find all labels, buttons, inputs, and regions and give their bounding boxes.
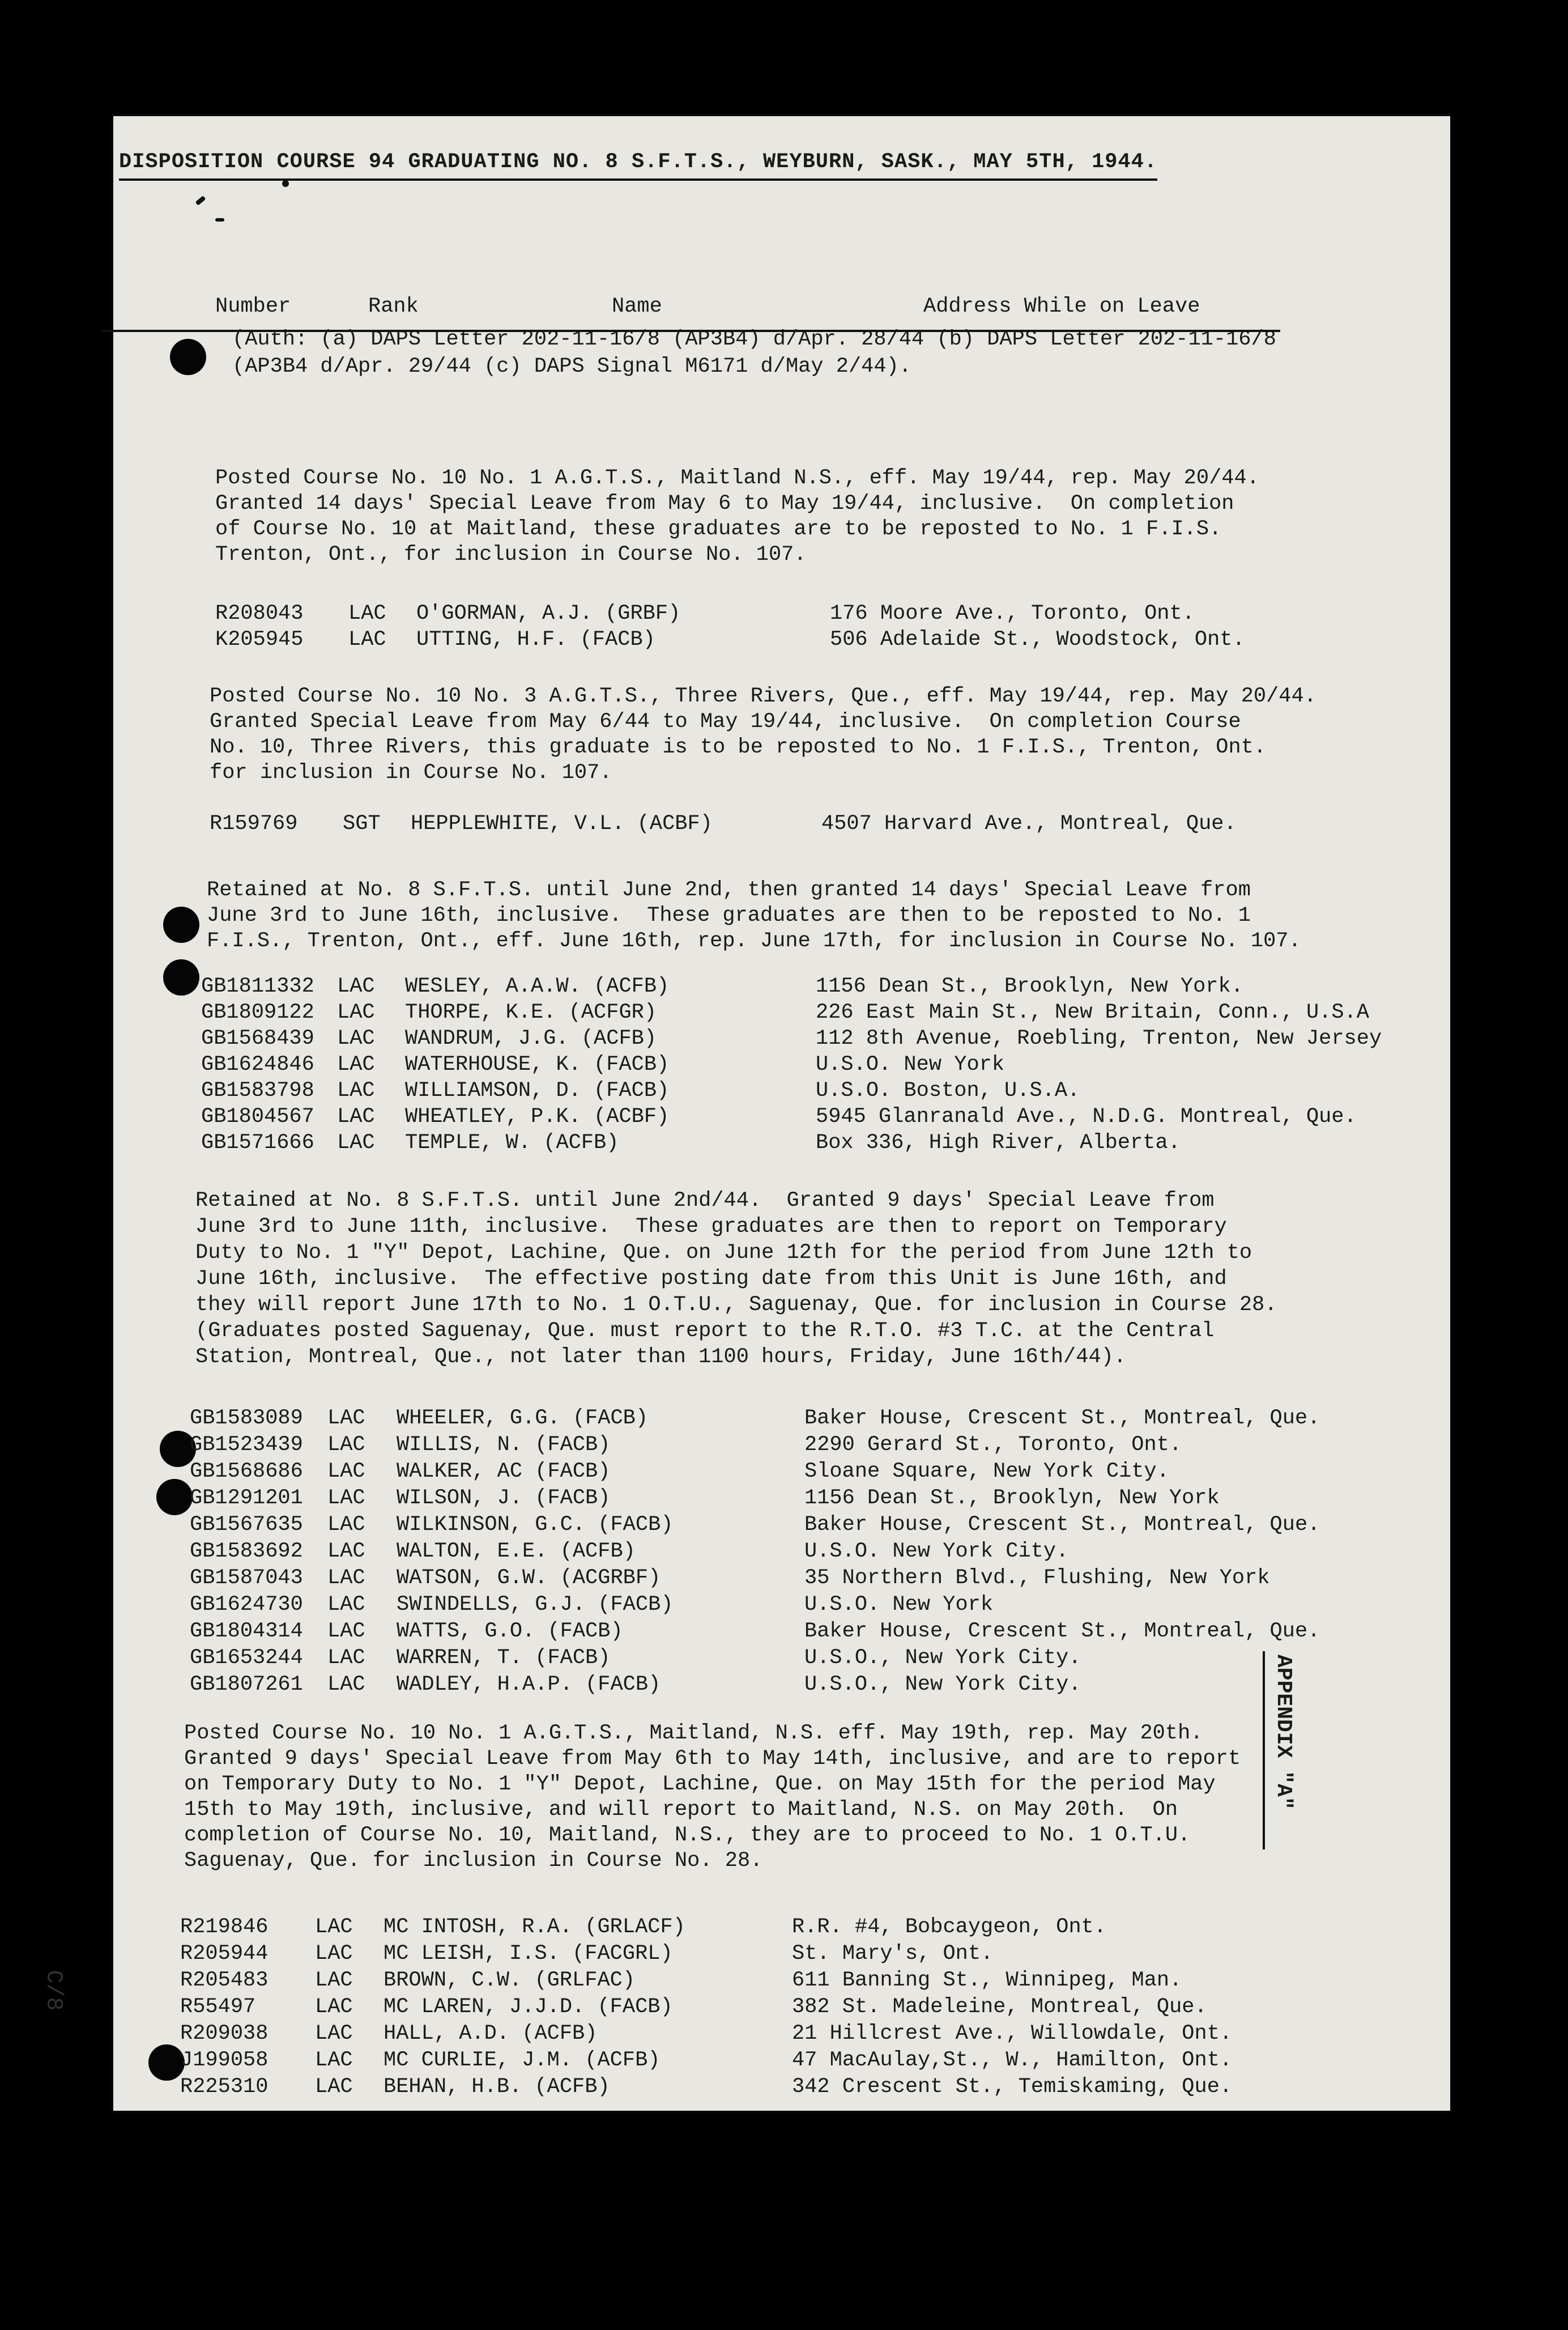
cell-rank: LAC [315,1915,353,1939]
column-header-address: Address While on Leave [923,295,1200,318]
paragraph-line: completion of Course No. 10, Maitland, N.S., they are to proceed to No. 1 O.T.U. [184,1823,1191,1847]
cell-number: R205483 [180,1968,269,1992]
cell-address: U.S.O., New York City. [804,1646,1081,1670]
paragraph-line: Granted 9 days' Special Leave from May 6th to May 14th, inclusive, and are to report [184,1747,1241,1771]
cell-number: GB1809122 [201,1001,314,1024]
cell-name: WATSON, G.W. (ACGRBF) [397,1566,661,1590]
cell-number: GB1583798 [201,1079,314,1103]
cell-name: WATERHOUSE, K. (FACB) [405,1053,670,1077]
authority-line: (AP3B4 d/Apr. 29/44 (c) DAPS Signal M6171 d/May 2/44). [232,355,911,379]
cell-address: U.S.O. New York [816,1053,1005,1077]
cell-name: BEHAN, H.B. (ACFB) [384,2075,610,2099]
cell-address: 35 Northern Blvd., Flushing, New York [804,1566,1270,1590]
personnel-row [0,1593,1529,1620]
paragraph-line: F.I.S., Trenton, Ont., eff. June 16th, rep. June 17th, for inclusion in Course No. 107. [207,929,1301,953]
cell-name: MC LEISH, I.S. (FACGRL) [384,1942,673,1966]
paragraph-line: No. 10, Three Rivers, this graduate is to be reposted to No. 1 F.I.S., Trenton, Ont. [210,735,1267,759]
cell-rank: LAC [337,1131,375,1155]
cell-rank: LAC [315,1942,353,1966]
cell-name: WILLIAMSON, D. (FACB) [405,1079,670,1103]
document-title: DISPOSITION COURSE 94 GRADUATING NO. 8 S.F.T.S., WEYBURN, SASK., MAY 5TH, 1944. [119,150,1157,181]
cell-number: GB1624730 [190,1593,303,1617]
cell-rank: SGT [343,812,381,836]
cell-address: 5945 Glanranald Ave., N.D.G. Montreal, Que. [816,1105,1357,1129]
paragraph-line: Retained at No. 8 S.F.T.S. until June 2nd/44. Granted 9 days' Special Leave from [195,1189,1215,1213]
cell-rank: LAC [348,628,386,652]
cell-rank: LAC [348,602,386,626]
cell-number: J199058 [180,2048,269,2072]
personnel-row [0,1079,1529,1106]
personnel-row [0,1968,1529,1996]
cell-rank: LAC [327,1593,365,1617]
cell-number: R55497 [180,1995,256,2019]
cell-number: R208043 [215,602,304,626]
cell-rank: LAC [327,1646,365,1670]
paragraph-line: for inclusion in Course No. 107. [210,761,612,785]
cell-address: 21 Hillcrest Ave., Willowdale, Ont. [792,2022,1233,2046]
paragraph-line: they will report June 17th to No. 1 O.T.U., Saguenay, Que. for inclusion in Course 28. [195,1293,1277,1317]
punch-hole [163,907,199,943]
cell-name: WARREN, T. (FACB) [397,1646,611,1670]
cell-address: 506 Adelaide St., Woodstock, Ont. [830,628,1245,652]
paragraph-line: Posted Course No. 10 No. 1 A.G.T.S., Maitland, N.S. eff. May 19th, rep. May 20th. [184,1721,1203,1745]
cell-address: 112 8th Avenue, Roebling, Trenton, New Jersey [816,1027,1382,1051]
cell-rank: LAC [337,1053,375,1077]
cell-number: GB1583692 [190,1540,303,1563]
punch-hole [170,339,206,375]
cell-address: U.S.O. New York [804,1593,994,1617]
cell-name: WILSON, J. (FACB) [397,1486,611,1510]
cell-name: MC INTOSH, R.A. (GRLACF) [384,1915,685,1939]
personnel-row [0,1053,1529,1080]
column-header-number: Number [215,295,291,318]
personnel-row [0,2075,1529,2102]
cell-address: 382 St. Madeleine, Montreal, Que. [792,1995,1207,2019]
cell-address: 226 East Main St., New Britain, Conn., U.S.A [816,1001,1369,1024]
cell-address: 176 Moore Ave., Toronto, Ont. [830,602,1195,626]
cell-address: 2290 Gerard St., Toronto, Ont. [804,1433,1182,1457]
cell-rank: LAC [337,975,375,998]
cell-address: 4507 Harvard Ave., Montreal, Que. [821,812,1237,836]
column-header-row [102,295,1280,332]
paragraph-line: (Graduates posted Saguenay, Que. must report to the R.T.O. #3 T.C. at the Central [195,1319,1215,1343]
cell-number: GB1583089 [190,1406,303,1430]
cell-name: O'GORMAN, A.J. (GRBF) [416,602,681,626]
paragraph-line: June 3rd to June 16th, inclusive. These graduates are then to be reposted to No. 1 [207,904,1251,928]
cell-rank: LAC [337,1001,375,1024]
cell-rank: LAC [327,1433,365,1457]
cell-number: R209038 [180,2022,269,2046]
cell-name: WHEATLEY, P.K. (ACBF) [405,1105,670,1129]
personnel-row [0,812,1529,839]
paragraph-line: 15th to May 19th, inclusive, and will report to Maitland, N.S. on May 20th. On [184,1798,1178,1822]
cell-rank: LAC [337,1105,375,1129]
cell-number: GB1804314 [190,1619,303,1643]
personnel-row [0,1540,1529,1567]
cell-number: GB1523439 [190,1433,303,1457]
personnel-row [0,1513,1529,1540]
cell-rank: LAC [337,1027,375,1051]
appendix-rule [1263,1651,1265,1849]
personnel-row [0,1460,1529,1487]
cell-rank: LAC [327,1619,365,1643]
cell-name: WILKINSON, G.C. (FACB) [397,1513,674,1537]
cell-name: THORPE, K.E. (ACFGR) [405,1001,657,1024]
cell-rank: LAC [327,1673,365,1697]
personnel-row [0,1486,1529,1513]
personnel-row [0,1027,1529,1054]
cell-address: Baker House, Crescent St., Montreal, Que. [804,1406,1320,1430]
cell-name: WATTS, G.O. (FACB) [397,1619,623,1643]
cell-name: WESLEY, A.A.W. (ACFB) [405,975,670,998]
cell-number: GB1807261 [190,1673,303,1697]
personnel-row [0,1433,1529,1460]
cell-rank: LAC [327,1406,365,1430]
personnel-row [0,1105,1529,1132]
cell-number: GB1568439 [201,1027,314,1051]
cell-number: K205945 [215,628,304,652]
cell-address: 47 MacAulay,St., W., Hamilton, Ont. [792,2048,1233,2072]
cell-name: WALKER, AC (FACB) [397,1460,611,1483]
personnel-row [0,1619,1529,1647]
cell-number: GB1571666 [201,1131,314,1155]
cell-number: GB1653244 [190,1646,303,1670]
personnel-row [0,1131,1529,1158]
cell-rank: LAC [315,2048,353,2072]
personnel-row [0,1406,1529,1434]
paragraph-line: Station, Montreal, Que., not later than 1100 hours, Friday, June 16th/44). [195,1345,1127,1369]
cell-address: St. Mary's, Ont. [792,1942,994,1966]
paragraph-line: Granted 14 days' Special Leave from May 6 to May 19/44, inclusive. On completion [215,492,1234,516]
margin-initials: C/8 [40,1970,66,2011]
cell-name: WALTON, E.E. (ACFB) [397,1540,636,1563]
authority-line: (Auth: (a) DAPS Letter 202-11-16/8 (AP3B4) d/Apr. 28/44 (b) DAPS Letter 202-11-16/8 [232,328,1276,351]
cell-name: HALL, A.D. (ACFB) [384,2022,598,2046]
ink-speck [282,180,289,187]
cell-address: Box 336, High River, Alberta. [816,1131,1181,1155]
cell-address: 1156 Dean St., Brooklyn, New York. [816,975,1243,998]
paragraph-line: Duty to No. 1 "Y" Depot, Lachine, Que. on June 12th for the period from June 12th to [195,1241,1252,1265]
cell-number: GB1811332 [201,975,314,998]
cell-number: R219846 [180,1915,269,1939]
paragraph-line: Posted Course No. 10 No. 1 A.G.T.S., Maitland N.S., eff. May 19/44, rep. May 20/44. [215,466,1259,490]
cell-number: GB1587043 [190,1566,303,1590]
cell-address: 611 Banning St., Winnipeg, Man. [792,1968,1182,1992]
paragraph-line: Retained at No. 8 S.F.T.S. until June 2nd, then granted 14 days' Special Leave from [207,878,1251,902]
paragraph-line: Granted Special Leave from May 6/44 to May 19/44, inclusive. On completion Course [210,710,1241,734]
cell-number: GB1568686 [190,1460,303,1483]
cell-rank: LAC [315,2075,353,2099]
appendix-label: APPENDIX "A" [1271,1655,1296,1810]
cell-address: R.R. #4, Bobcaygeon, Ont. [792,1915,1107,1939]
cell-name: UTTING, H.F. (FACB) [416,628,655,652]
ink-speck [215,218,224,222]
cell-address: Sloane Square, New York City. [804,1460,1169,1483]
cell-rank: LAC [327,1540,365,1563]
cell-name: MC LAREN, J.J.D. (FACB) [384,1995,673,2019]
cell-number: GB1567635 [190,1513,303,1537]
cell-address: Baker House, Crescent St., Montreal, Que. [804,1513,1320,1537]
personnel-row [0,2048,1529,2076]
appendix-side-label [1260,1655,1302,1847]
cell-name: TEMPLE, W. (ACFB) [405,1131,619,1155]
cell-number: GB1804567 [201,1105,314,1129]
cell-address: 1156 Dean St., Brooklyn, New York [804,1486,1220,1510]
cell-number: GB1624846 [201,1053,314,1077]
cell-address: Baker House, Crescent St., Montreal, Que. [804,1619,1320,1643]
cell-rank: LAC [315,1968,353,1992]
cell-address: U.S.O. Boston, U.S.A. [816,1079,1080,1103]
cell-rank: LAC [315,1995,353,2019]
cell-name: WADLEY, H.A.P. (FACB) [397,1673,661,1697]
cell-rank: LAC [327,1460,365,1483]
column-header-rank: Rank [368,295,419,318]
cell-address: 342 Crescent St., Temiskaming, Que. [792,2075,1233,2099]
cell-rank: LAC [337,1079,375,1103]
paragraph-line: Posted Course No. 10 No. 3 A.G.T.S., Three Rivers, Que., eff. May 19/44, rep. May 20/44. [210,684,1316,708]
personnel-row [0,2022,1529,2049]
personnel-row [0,628,1529,655]
personnel-row [0,1915,1529,1942]
cell-address: U.S.O., New York City. [804,1673,1081,1697]
cell-name: WANDRUM, J.G. (ACFB) [405,1027,657,1051]
personnel-row [0,975,1529,1002]
cell-name: HEPPLEWHITE, V.L. (ACBF) [411,812,713,836]
personnel-row [0,1566,1529,1593]
personnel-row [0,1001,1529,1028]
personnel-row [0,1995,1529,2022]
paragraph-line: June 16th, inclusive. The effective posting date from this Unit is June 16th, and [195,1267,1227,1291]
personnel-row [0,602,1529,629]
column-header-name: Name [612,295,662,318]
personnel-row [0,1942,1529,1969]
cell-rank: LAC [327,1513,365,1537]
cell-address: U.S.O. New York City. [804,1540,1069,1563]
cell-number: GB1291201 [190,1486,303,1510]
cell-rank: LAC [315,2022,353,2046]
paragraph-line: June 3rd to June 11th, inclusive. These graduates are then to report on Temporary [195,1215,1227,1239]
cell-number: R159769 [210,812,298,836]
cell-name: WILLIS, N. (FACB) [397,1433,611,1457]
cell-rank: LAC [327,1566,365,1590]
cell-rank: LAC [327,1486,365,1510]
cell-number: R205944 [180,1942,269,1966]
paragraph-line: Saguenay, Que. for inclusion in Course No. 28. [184,1849,763,1873]
cell-name: BROWN, C.W. (GRLFAC) [384,1968,636,1992]
paragraph-line: on Temporary Duty to No. 1 "Y" Depot, Lachine, Que. on May 15th for the period May [184,1772,1216,1796]
cell-number: R225310 [180,2075,269,2099]
cell-name: WHEELER, G.G. (FACB) [397,1406,649,1430]
paragraph-line: of Course No. 10 at Maitland, these graduates are to be reposted to No. 1 F.I.S. [215,517,1222,541]
cell-name: SWINDELLS, G.J. (FACB) [397,1593,674,1617]
cell-name: MC CURLIE, J.M. (ACFB) [384,2048,661,2072]
paragraph-line: Trenton, Ont., for inclusion in Course No. 107. [215,543,807,567]
